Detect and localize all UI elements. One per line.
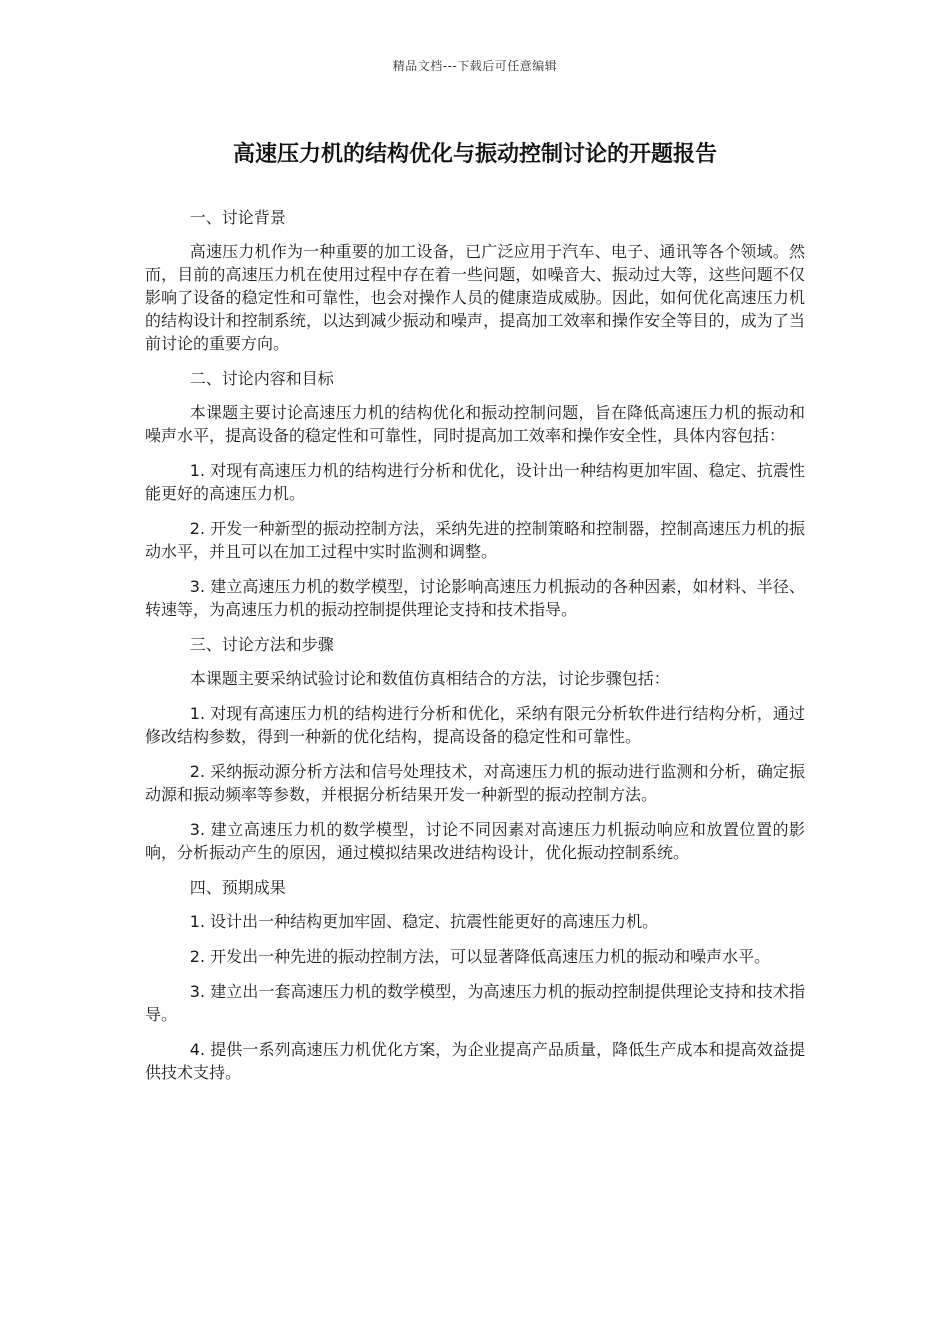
document-title: 高速压力机的结构优化与振动控制讨论的开题报告 [232,142,717,167]
paragraph-background: 高速压力机作为一种重要的加工设备，已广泛应用于汽车、电子、通讯等各个领域。然而，目前的高速压力机在使用过程中存在着一些问题，如噪音大、振动过大等，这些问题不仅影响了设备的稳定性和可靠性，也会对操作人员的健康造成威胁。因此，如何优化高速压力机的结构设计和控制系统，以达到减少振动和噪声，提高加工效率和操作安全等目的，成为了当前讨论的重要方向。 [145,242,805,353]
list-item-methods-1: 1. 对现有高速压力机的结构进行分析和优化，采纳有限元分析软件进行结构分析，通过修改结构参数，得到一种新的优化结构，提高设备的稳定性和可靠性。 [145,704,805,746]
list-item-outcomes-2: 2. 开发出一种先进的振动控制方法，可以显著降低高速压力机的振动和噪声水平。 [189,947,771,966]
list-item-methods-3: 3. 建立高速压力机的数学模型，讨论不同因素对高速压力机振动响应和放置位置的影响，分析振动产生的原因，通过模拟结果改进结构设计，优化振动控制系统。 [145,820,805,862]
section-heading-outcomes: 四、预期成果 [189,878,286,897]
list-item-content-3: 3. 建立高速压力机的数学模型，讨论影响高速压力机振动的各种因素，如材料、半径、转速等，为高速压力机的振动控制提供理论支持和技术指导。 [145,577,805,619]
list-item-methods-2: 2. 采纳振动源分析方法和信号处理技术，对高速压力机的振动进行监测和分析，确定振动源和振动频率等参数，并根据分析结果开发一种新型的振动控制方法。 [145,762,805,804]
list-item-outcomes-3: 3. 建立出一套高速压力机的数学模型，为高速压力机的振动控制提供理论支持和技术指导。 [145,982,805,1024]
list-item-content-1: 1. 对现有高速压力机的结构进行分析和优化，设计出一种结构更加牢固、稳定、抗震性能更好的高速压力机。 [145,461,805,503]
section-heading-content-goals: 二、讨论内容和目标 [189,369,334,388]
paragraph-methods-intro: 本课题主要采纳试验讨论和数值仿真相结合的方法，讨论步骤包括： [189,669,670,688]
header-watermark: 精品文档---下载后可任意编辑 [392,59,558,73]
section-heading-background: 一、讨论背景 [189,208,286,227]
list-item-outcomes-1: 1. 设计出一种结构更加牢固、稳定、抗震性能更好的高速压力机。 [189,912,659,931]
paragraph-content-intro: 本课题主要讨论高速压力机的结构优化和振动控制问题，旨在降低高速压力机的振动和噪声水平，提高设备的稳定性和可靠性，同时提高加工效率和操作安全性，具体内容包括： [145,403,805,445]
list-item-content-2: 2. 开发一种新型的振动控制方法，采纳先进的控制策略和控制器，控制高速压力机的振动水平，并且可以在加工过程中实时监测和调整。 [145,519,805,561]
section-heading-methods: 三、讨论方法和步骤 [189,635,334,654]
list-item-outcomes-4: 4. 提供一系列高速压力机优化方案，为企业提高产品质量，降低生产成本和提高效益提供技术支持。 [145,1040,805,1082]
document-body [145,206,805,1096]
